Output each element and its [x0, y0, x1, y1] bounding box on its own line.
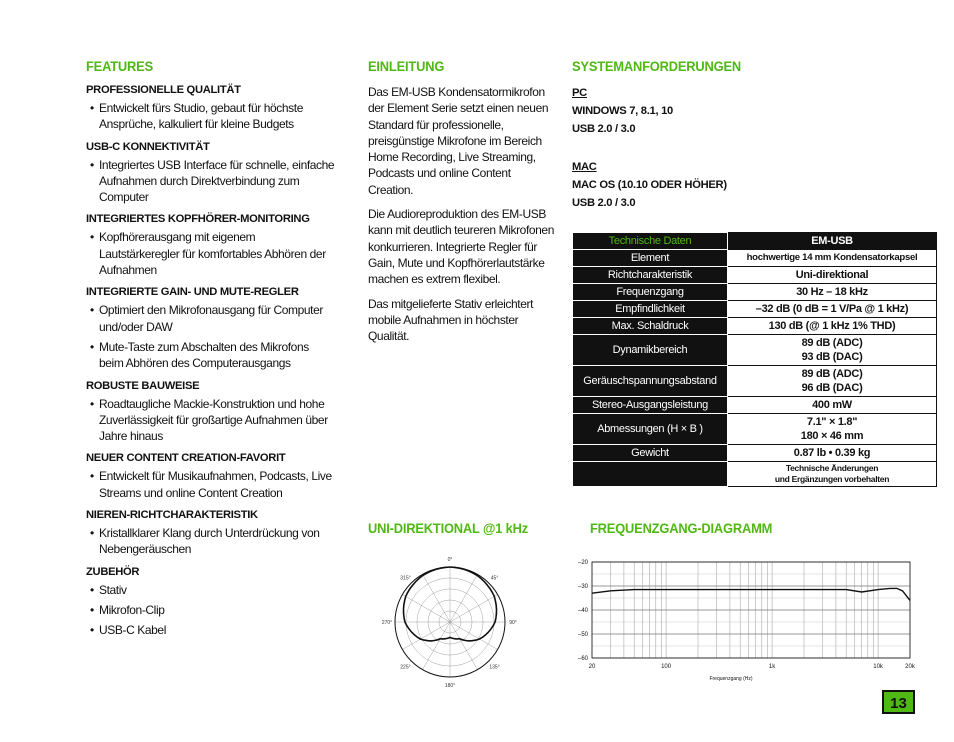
intro-paragraph: Das mitgelieferte Stativ erleichtert mobile Aufnahmen in höchster Qualität. — [368, 296, 534, 344]
mac-os: MAC OS (10.10 ODER HÖHER) — [572, 179, 727, 191]
polar-grid-spoke — [450, 622, 478, 670]
spec-row — [573, 301, 937, 318]
feature-item: • Stativ — [86, 582, 336, 598]
polar-angle-label: 135° — [489, 664, 500, 671]
spec-value — [728, 284, 937, 301]
spec-row — [573, 414, 937, 445]
polar-grid-spoke — [402, 622, 450, 650]
features-title: FEATURES — [86, 58, 153, 74]
spec-value-line: 180 × 46 mm — [800, 430, 864, 442]
spec-value-line: 89 dB (ADC) — [801, 368, 863, 380]
spec-value — [728, 301, 937, 318]
polar-angle-label: 90° — [509, 620, 517, 626]
spec-value-line: 93 dB (DAC) — [801, 351, 863, 363]
feature-heading: ROBUSTE BAUWEISE — [86, 379, 200, 392]
spec-header-row — [573, 233, 937, 250]
spec-label: Stereo-Ausgangsleistung — [573, 397, 728, 414]
feature-item: • Mute-Taste zum Abschalten des Mikrofons beim Abhören des Computerausgangs — [86, 339, 336, 372]
spec-label: Gewicht — [573, 445, 728, 462]
feature-heading: NIEREN-RICHTCHARAKTERISTIK — [86, 509, 258, 522]
spec-header-value: EM-USB — [728, 233, 937, 250]
feature-item: • Kopfhörerausgang mit eigenem Lautstärkeregler für komfortables Abhören der Aufnahmen — [86, 229, 336, 278]
feature-item: • Optimiert den Mikrofonausgang für Computer und/oder DAW — [86, 302, 336, 335]
pc-os: WINDOWS 7, 8.1, 10 — [572, 105, 673, 117]
freq-chart — [570, 556, 920, 686]
spec-label: Element — [573, 250, 728, 267]
feature-item: • Integriertes USB Interface für schnelle, einfache Aufnahmen durch Direktverbindung zum Computer — [86, 157, 336, 206]
spec-value — [728, 318, 937, 335]
mac-label: MAC — [572, 161, 597, 173]
spec-label: Richtcharakteristik — [573, 267, 728, 284]
freq-title: FREQUENZGANG-DIAGRAMM — [590, 520, 773, 536]
spec-note-row — [573, 462, 937, 487]
spec-value-line: 130 dB (@ 1 kHz 1% THD) — [768, 320, 896, 332]
spec-note-line: und Ergänzungen vorbehalten — [774, 474, 890, 484]
feature-heading: INTEGRIERTES KOPFHÖRER-MONITORING — [86, 213, 310, 226]
spec-header-label: Technische Daten — [573, 233, 728, 250]
freq-xtick-label: 100 — [661, 664, 672, 670]
spec-value-line: 400 mW — [812, 399, 852, 411]
page-number: 13 — [882, 690, 915, 714]
feature-item: • Mikrofon-Clip — [86, 602, 336, 618]
spec-row — [573, 366, 937, 397]
spec-value — [728, 267, 937, 284]
polar-grid-spoke — [450, 622, 498, 650]
feature-list — [86, 525, 336, 558]
feature-list — [86, 396, 336, 445]
spec-row — [573, 267, 937, 284]
feature-heading: INTEGRIERTE GAIN- UND MUTE-REGLER — [86, 286, 299, 299]
feature-list — [86, 157, 336, 206]
freq-ytick-label: –30 — [577, 584, 588, 590]
feature-list — [86, 468, 336, 501]
polar-angle-label: 0° — [447, 557, 453, 563]
freq-xtick-label: 20k — [905, 664, 915, 670]
freq-ytick-label: –20 — [577, 560, 588, 566]
polar-title: UNI-DIREKTIONAL @1 kHz — [368, 520, 528, 536]
feature-heading: NEUER CONTENT CREATION-FAVORIT — [86, 452, 286, 465]
spec-value — [728, 414, 937, 445]
spec-label: Max. Schaldruck — [573, 318, 728, 335]
spec-value-line: 89 dB (ADC) — [801, 337, 863, 349]
spec-label: Dynamikbereich — [573, 335, 728, 366]
feature-list — [86, 302, 336, 371]
spec-value-line: 30 Hz – 18 kHz — [796, 286, 868, 298]
feature-heading: USB-C KONNEKTIVITÄT — [86, 140, 210, 153]
intro-column — [368, 58, 558, 352]
feature-list — [86, 582, 336, 639]
intro-title: EINLEITUNG — [368, 58, 445, 74]
features-column — [86, 58, 336, 643]
feature-item: • Entwickelt fürs Studio, gebaut für höchste Ansprüche, kalkuliert für kleine Budgets — [86, 100, 336, 133]
spec-value — [728, 250, 937, 267]
freq-xtick-label: 20 — [588, 664, 596, 670]
freq-ytick-label: –50 — [577, 632, 588, 638]
polar-grid-spoke — [423, 622, 451, 670]
polar-grid-spoke — [423, 574, 451, 622]
freq-ytick-label: –40 — [577, 608, 588, 614]
intro-paragraph: Die Audioreproduktion des EM-USB kann mit deutlich teureren Mikrofonen konkurrieren. Integrierte Regler für Gain, Mute und Kopfhörerlautstärke machen es extrem flexibel. — [368, 207, 554, 287]
polar-grid-spoke — [402, 595, 450, 623]
polar-angle-label: 315° — [400, 575, 411, 582]
sysreq-title: SYSTEMANFORDERUNGEN — [572, 58, 741, 74]
spec-row — [573, 335, 937, 366]
feature-item: • Roadtaugliche Mackie-Konstruktion und hohe Zuverlässigkeit für großartige Aufnahmen über Jahre hinaus — [86, 396, 336, 445]
spec-value-line: 7.1" × 1.8" — [806, 416, 858, 428]
polar-grid-spoke — [450, 595, 498, 623]
spec-table — [572, 232, 937, 487]
spec-note — [728, 462, 937, 487]
spec-row — [573, 250, 937, 267]
feature-item: • USB-C Kabel — [86, 622, 336, 638]
spec-label: Frequenzgang — [573, 284, 728, 301]
spec-row — [573, 284, 937, 301]
spec-value-line: 0.87 lb • 0.39 kg — [793, 447, 871, 459]
spec-row — [573, 397, 937, 414]
spec-value — [728, 397, 937, 414]
spec-value — [728, 366, 937, 397]
feature-list — [86, 229, 336, 278]
feature-item: • Kristallklarer Klang durch Unterdrückung von Nebengeräuschen — [86, 525, 336, 558]
polar-angle-label: 270° — [381, 620, 393, 626]
freq-response-line — [592, 588, 910, 600]
polar-angle-label: 180° — [444, 683, 456, 689]
feature-item: • Entwickelt für Musikaufnahmen, Podcasts, Live Streams und online Content Creation — [86, 468, 336, 501]
pc-usb: USB 2.0 / 3.0 — [572, 123, 636, 135]
spec-label: Abmessungen (H × B ) — [573, 414, 728, 445]
spec-value-line: hochwertige 14 mm Kondensatorkapsel — [746, 252, 918, 263]
spec-value — [728, 335, 937, 366]
pc-label: PC — [572, 87, 587, 99]
feature-list — [86, 100, 336, 133]
spec-note-line: Technische Änderungen — [785, 463, 879, 473]
spec-row — [573, 318, 937, 335]
spec-value-line: Uni-direktional — [795, 269, 869, 281]
intro-paragraph: Das EM-USB Kondensatormikrofon der Element Serie setzt einen neuen Standard für professionelle, preisgünstige Mikrofone im Bereich Home Recording, Live Streaming, Podcasts und online Content Creation. — [368, 85, 549, 197]
spec-label: Empfindlichkeit — [573, 301, 728, 318]
polar-grid-spoke — [450, 574, 478, 622]
freq-xtick-label: 10k — [873, 664, 883, 670]
mac-usb: USB 2.0 / 3.0 — [572, 197, 636, 209]
freq-ytick-label: –60 — [577, 656, 588, 662]
sysreq-column — [572, 58, 937, 212]
spec-value-line: 96 dB (DAC) — [801, 382, 863, 394]
polar-chart — [380, 552, 520, 692]
polar-angle-label: 45° — [490, 575, 499, 582]
spec-value-line: –32 dB (0 dB = 1 V/Pa @ 1 kHz) — [755, 303, 909, 315]
sysreq-block — [572, 84, 937, 212]
polar-angle-label: 225° — [400, 664, 411, 671]
feature-heading: ZUBEHÖR — [86, 565, 140, 578]
features-list — [86, 84, 336, 639]
feature-heading: PROFESSIONELLE QUALITÄT — [86, 84, 241, 96]
spec-value — [728, 445, 937, 462]
freq-xlabel: Frequenzgang (Hz) — [709, 676, 753, 682]
spec-row — [573, 445, 937, 462]
freq-xtick-label: 1k — [768, 664, 776, 670]
spec-label: Geräuschspannungsabstand — [573, 366, 728, 397]
